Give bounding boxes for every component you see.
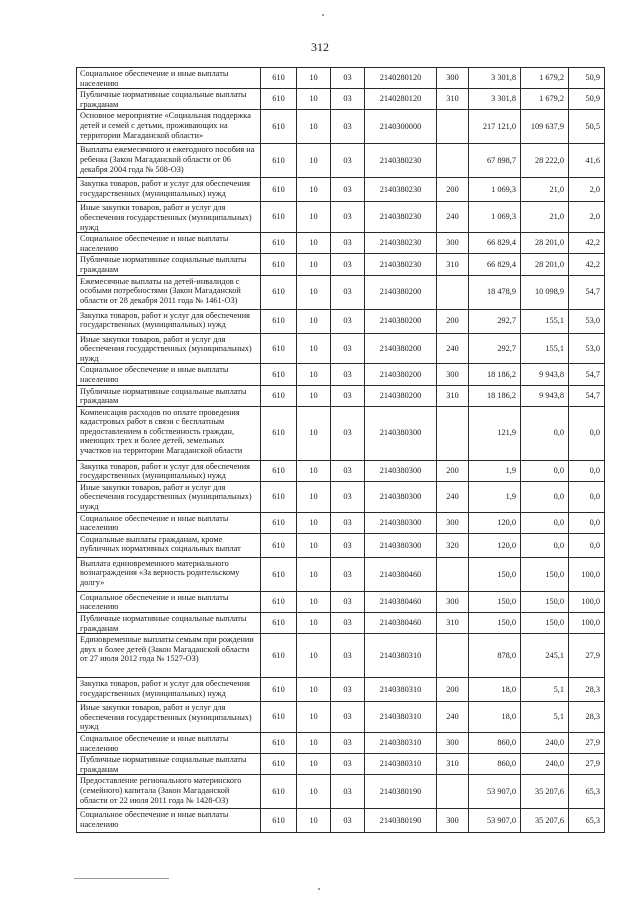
target-article-code: 2140380300 (365, 512, 437, 533)
actual-amount: 240,0 (521, 754, 569, 775)
section-code: 10 (297, 809, 331, 833)
section-code: 10 (297, 702, 331, 733)
planned-amount: 18,0 (469, 702, 521, 733)
table-row (77, 775, 605, 809)
target-article-code: 2140380200 (365, 309, 437, 333)
planned-amount: 18 186,2 (469, 385, 521, 406)
table-row (77, 385, 605, 406)
section-code: 10 (297, 385, 331, 406)
table-row (77, 634, 605, 678)
expense-type-code: 240 (437, 202, 469, 233)
planned-amount: 860,0 (469, 754, 521, 775)
actual-amount: 1 679,2 (521, 68, 569, 89)
ministry-code: 610 (261, 275, 297, 309)
execution-percent: 53,0 (569, 333, 605, 364)
ministry-code: 610 (261, 557, 297, 591)
actual-amount: 28 201,0 (521, 233, 569, 254)
table-row (77, 254, 605, 275)
actual-amount: 155,1 (521, 333, 569, 364)
subsection-code: 03 (331, 202, 365, 233)
ministry-code: 610 (261, 533, 297, 557)
expense-type-code: 240 (437, 481, 469, 512)
target-article-code: 2140380460 (365, 613, 437, 634)
target-article-code: 2140380460 (365, 591, 437, 612)
execution-percent: 54,7 (569, 275, 605, 309)
item-name: Публичные нормативные социальные выплаты гражданам (77, 385, 261, 406)
expense-type-code (437, 557, 469, 591)
subsection-code: 03 (331, 89, 365, 110)
item-name: Социальное обеспечение и иные выплаты населению (77, 364, 261, 385)
section-code: 10 (297, 678, 331, 702)
actual-amount: 28 222,0 (521, 144, 569, 178)
subsection-code: 03 (331, 733, 365, 754)
section-code: 10 (297, 144, 331, 178)
section-code: 10 (297, 557, 331, 591)
ministry-code: 610 (261, 460, 297, 481)
execution-percent: 0,0 (569, 460, 605, 481)
item-name: Закупка товаров, работ и услуг для обеспечения государственных (муниципальных) нужд (77, 309, 261, 333)
actual-amount: 21,0 (521, 202, 569, 233)
table-row (77, 309, 605, 333)
subsection-code: 03 (331, 634, 365, 678)
ministry-code: 610 (261, 406, 297, 460)
planned-amount: 1,9 (469, 481, 521, 512)
section-code: 10 (297, 89, 331, 110)
ministry-code: 610 (261, 202, 297, 233)
subsection-code: 03 (331, 333, 365, 364)
planned-amount: 66 829,4 (469, 254, 521, 275)
item-name: Иные закупки товаров, работ и услуг для обеспечения государственных (муниципальных) нужд (77, 333, 261, 364)
ministry-code: 610 (261, 89, 297, 110)
expense-type-code: 300 (437, 68, 469, 89)
item-name: Социальное обеспечение и иные выплаты населению (77, 512, 261, 533)
subsection-code: 03 (331, 110, 365, 144)
expense-type-code: 200 (437, 678, 469, 702)
item-name: Компенсация расходов по оплате проведения кадастровых работ в связи с бесплатным предоставлением в собственность граждан, имеющих трех и более детей, земельных участков на территории Магаданской области (77, 406, 261, 460)
ministry-code: 610 (261, 144, 297, 178)
planned-amount: 150,0 (469, 557, 521, 591)
execution-percent: 100,0 (569, 613, 605, 634)
subsection-code: 03 (331, 775, 365, 809)
expense-type-code: 310 (437, 89, 469, 110)
planned-amount: 121,9 (469, 406, 521, 460)
table-row (77, 406, 605, 460)
actual-amount: 9 943,8 (521, 385, 569, 406)
expense-type-code: 300 (437, 733, 469, 754)
ministry-code: 610 (261, 481, 297, 512)
actual-amount: 35 207,6 (521, 775, 569, 809)
table-row (77, 533, 605, 557)
section-code: 10 (297, 460, 331, 481)
scan-mark (322, 14, 324, 16)
actual-amount: 240,0 (521, 733, 569, 754)
execution-percent: 100,0 (569, 557, 605, 591)
item-name: Публичные нормативные социальные выплаты гражданам (77, 754, 261, 775)
planned-amount: 67 898,7 (469, 144, 521, 178)
actual-amount: 155,1 (521, 309, 569, 333)
actual-amount: 1 679,2 (521, 89, 569, 110)
ministry-code: 610 (261, 678, 297, 702)
item-name: Закупка товаров, работ и услуг для обеспечения государственных (муниципальных) нужд (77, 178, 261, 202)
section-code: 10 (297, 406, 331, 460)
scan-mark (318, 888, 320, 890)
subsection-code: 03 (331, 460, 365, 481)
expense-type-code: 300 (437, 233, 469, 254)
execution-percent: 41,6 (569, 144, 605, 178)
subsection-code: 03 (331, 275, 365, 309)
expense-type-code (437, 275, 469, 309)
item-name: Социальное обеспечение и иные выплаты населению (77, 68, 261, 89)
actual-amount: 28 201,0 (521, 254, 569, 275)
actual-amount: 150,0 (521, 557, 569, 591)
actual-amount: 150,0 (521, 591, 569, 612)
subsection-code: 03 (331, 809, 365, 833)
subsection-code: 03 (331, 385, 365, 406)
table-body (77, 68, 605, 833)
table-row (77, 678, 605, 702)
expense-type-code (437, 634, 469, 678)
item-name: Закупка товаров, работ и услуг для обеспечения государственных (муниципальных) нужд (77, 678, 261, 702)
execution-percent: 27,9 (569, 733, 605, 754)
execution-percent: 0,0 (569, 406, 605, 460)
item-name: Основное мероприятие «Социальная поддержка детей и семей с детьми, проживающих на территории Магаданской области» (77, 110, 261, 144)
section-code: 10 (297, 481, 331, 512)
ministry-code: 610 (261, 613, 297, 634)
section-code: 10 (297, 512, 331, 533)
target-article-code: 2140380310 (365, 634, 437, 678)
ministry-code: 610 (261, 809, 297, 833)
target-article-code: 2140380230 (365, 254, 437, 275)
execution-percent: 0,0 (569, 512, 605, 533)
planned-amount: 18,0 (469, 678, 521, 702)
planned-amount: 292,7 (469, 309, 521, 333)
table-row (77, 733, 605, 754)
planned-amount: 18 478,9 (469, 275, 521, 309)
execution-percent: 27,9 (569, 754, 605, 775)
actual-amount: 0,0 (521, 460, 569, 481)
table-row (77, 178, 605, 202)
ministry-code: 610 (261, 68, 297, 89)
table-row (77, 460, 605, 481)
item-name: Выплаты ежемесячного и ежегодного пособия на ребенка (Закон Магаданской области от 06 декабря 2004 года № 508-ОЗ) (77, 144, 261, 178)
section-code: 10 (297, 775, 331, 809)
planned-amount: 150,0 (469, 613, 521, 634)
item-name: Публичные нормативные социальные выплаты гражданам (77, 254, 261, 275)
table-row (77, 364, 605, 385)
target-article-code: 2140380200 (365, 275, 437, 309)
execution-percent: 0,0 (569, 481, 605, 512)
item-name: Публичные нормативные социальные выплаты гражданам (77, 613, 261, 634)
footnote-rule (74, 878, 169, 879)
section-code: 10 (297, 233, 331, 254)
ministry-code: 610 (261, 385, 297, 406)
section-code: 10 (297, 754, 331, 775)
planned-amount: 860,0 (469, 733, 521, 754)
table-row (77, 809, 605, 833)
planned-amount: 1,9 (469, 460, 521, 481)
table-row (77, 481, 605, 512)
actual-amount: 0,0 (521, 512, 569, 533)
actual-amount: 0,0 (521, 481, 569, 512)
target-article-code: 2140380190 (365, 809, 437, 833)
item-name: Социальное обеспечение и иные выплаты населению (77, 809, 261, 833)
table-row (77, 754, 605, 775)
execution-percent: 65,3 (569, 775, 605, 809)
section-code: 10 (297, 533, 331, 557)
expense-type-code (437, 406, 469, 460)
expense-type-code: 310 (437, 754, 469, 775)
item-name: Иные закупки товаров, работ и услуг для обеспечения государственных (муниципальных) нужд (77, 202, 261, 233)
section-code: 10 (297, 613, 331, 634)
section-code: 10 (297, 68, 331, 89)
expense-type-code: 320 (437, 533, 469, 557)
expense-type-code: 310 (437, 613, 469, 634)
ministry-code: 610 (261, 634, 297, 678)
subsection-code: 03 (331, 533, 365, 557)
planned-amount: 3 301,8 (469, 68, 521, 89)
actual-amount: 245,1 (521, 634, 569, 678)
item-name: Предоставление регионального материнского (семейного) капитала (Закон Магаданской области от 22 июля 2011 года № 1428-ОЗ) (77, 775, 261, 809)
target-article-code: 2140300000 (365, 110, 437, 144)
target-article-code: 2140380190 (365, 775, 437, 809)
planned-amount: 53 907,0 (469, 809, 521, 833)
item-name: Ежемесячные выплаты на детей-инвалидов с особыми потребностями (Закон Магаданской области от 28 декабря 2011 года № 1461-ОЗ) (77, 275, 261, 309)
ministry-code: 610 (261, 178, 297, 202)
subsection-code: 03 (331, 557, 365, 591)
target-article-code: 2140280120 (365, 89, 437, 110)
subsection-code: 03 (331, 591, 365, 612)
execution-percent: 42,2 (569, 254, 605, 275)
subsection-code: 03 (331, 309, 365, 333)
target-article-code: 2140280120 (365, 68, 437, 89)
section-code: 10 (297, 309, 331, 333)
execution-percent: 50,9 (569, 89, 605, 110)
target-article-code: 2140380310 (365, 754, 437, 775)
target-article-code: 2140380200 (365, 364, 437, 385)
expense-type-code: 300 (437, 364, 469, 385)
execution-percent: 65,3 (569, 809, 605, 833)
subsection-code: 03 (331, 406, 365, 460)
expense-type-code: 300 (437, 591, 469, 612)
subsection-code: 03 (331, 481, 365, 512)
expense-type-code (437, 775, 469, 809)
expense-type-code: 240 (437, 702, 469, 733)
execution-percent: 28,3 (569, 678, 605, 702)
subsection-code: 03 (331, 233, 365, 254)
actual-amount: 35 207,6 (521, 809, 569, 833)
ministry-code: 610 (261, 233, 297, 254)
target-article-code: 2140380230 (365, 144, 437, 178)
section-code: 10 (297, 591, 331, 612)
target-article-code: 2140380200 (365, 333, 437, 364)
execution-percent: 50,5 (569, 110, 605, 144)
ministry-code: 610 (261, 775, 297, 809)
target-article-code: 2140380200 (365, 385, 437, 406)
table-row (77, 275, 605, 309)
execution-percent: 27,9 (569, 634, 605, 678)
expense-type-code (437, 110, 469, 144)
planned-amount: 878,0 (469, 634, 521, 678)
target-article-code: 2140380460 (365, 557, 437, 591)
execution-percent: 2,0 (569, 178, 605, 202)
section-code: 10 (297, 275, 331, 309)
table-row (77, 110, 605, 144)
section-code: 10 (297, 333, 331, 364)
ministry-code: 610 (261, 333, 297, 364)
section-code: 10 (297, 254, 331, 275)
execution-percent: 0,0 (569, 533, 605, 557)
expense-type-code: 310 (437, 385, 469, 406)
subsection-code: 03 (331, 144, 365, 178)
ministry-code: 610 (261, 110, 297, 144)
actual-amount: 5,1 (521, 678, 569, 702)
section-code: 10 (297, 202, 331, 233)
execution-percent: 54,7 (569, 385, 605, 406)
execution-percent: 2,0 (569, 202, 605, 233)
expense-type-code: 300 (437, 809, 469, 833)
planned-amount: 120,0 (469, 533, 521, 557)
section-code: 10 (297, 178, 331, 202)
planned-amount: 18 186,2 (469, 364, 521, 385)
expense-type-code: 200 (437, 178, 469, 202)
budget-table (76, 67, 605, 833)
expense-type-code (437, 144, 469, 178)
item-name: Иные закупки товаров, работ и услуг для обеспечения государственных (муниципальных) нужд (77, 702, 261, 733)
item-name: Социальное обеспечение и иные выплаты населению (77, 233, 261, 254)
item-name: Закупка товаров, работ и услуг для обеспечения государственных (муниципальных) нужд (77, 460, 261, 481)
expense-type-code: 200 (437, 460, 469, 481)
section-code: 10 (297, 733, 331, 754)
execution-percent: 100,0 (569, 591, 605, 612)
table-row (77, 233, 605, 254)
target-article-code: 2140380300 (365, 460, 437, 481)
planned-amount: 150,0 (469, 591, 521, 612)
execution-percent: 42,2 (569, 233, 605, 254)
target-article-code: 2140380300 (365, 481, 437, 512)
actual-amount: 0,0 (521, 406, 569, 460)
planned-amount: 217 121,0 (469, 110, 521, 144)
subsection-code: 03 (331, 754, 365, 775)
actual-amount: 5,1 (521, 702, 569, 733)
ministry-code: 610 (261, 309, 297, 333)
item-name: Социальное обеспечение и иные выплаты населению (77, 591, 261, 612)
execution-percent: 53,0 (569, 309, 605, 333)
section-code: 10 (297, 634, 331, 678)
planned-amount: 66 829,4 (469, 233, 521, 254)
actual-amount: 0,0 (521, 533, 569, 557)
target-article-code: 2140380230 (365, 202, 437, 233)
page-number: 312 (311, 40, 329, 54)
planned-amount: 1 069,3 (469, 202, 521, 233)
table-row (77, 512, 605, 533)
planned-amount: 120,0 (469, 512, 521, 533)
expense-type-code: 240 (437, 333, 469, 364)
ministry-code: 610 (261, 512, 297, 533)
subsection-code: 03 (331, 702, 365, 733)
ministry-code: 610 (261, 754, 297, 775)
target-article-code: 2140380310 (365, 702, 437, 733)
subsection-code: 03 (331, 254, 365, 275)
subsection-code: 03 (331, 613, 365, 634)
actual-amount: 10 098,9 (521, 275, 569, 309)
planned-amount: 3 301,8 (469, 89, 521, 110)
item-name: Социальное обеспечение и иные выплаты населению (77, 733, 261, 754)
section-code: 10 (297, 364, 331, 385)
target-article-code: 2140380230 (365, 178, 437, 202)
ministry-code: 610 (261, 591, 297, 612)
table-row (77, 613, 605, 634)
table-row (77, 557, 605, 591)
execution-percent: 50,9 (569, 68, 605, 89)
planned-amount: 292,7 (469, 333, 521, 364)
target-article-code: 2140380300 (365, 533, 437, 557)
expense-type-code: 200 (437, 309, 469, 333)
actual-amount: 21,0 (521, 178, 569, 202)
subsection-code: 03 (331, 512, 365, 533)
execution-percent: 28,3 (569, 702, 605, 733)
section-code: 10 (297, 110, 331, 144)
subsection-code: 03 (331, 68, 365, 89)
execution-percent: 54,7 (569, 364, 605, 385)
item-name: Единовременные выплаты семьям при рождении двух и более детей (Закон Магаданской области от 27 июля 2012 года № 1527-ОЗ) (77, 634, 261, 678)
actual-amount: 150,0 (521, 613, 569, 634)
item-name: Публичные нормативные социальные выплаты гражданам (77, 89, 261, 110)
ministry-code: 610 (261, 364, 297, 385)
subsection-code: 03 (331, 364, 365, 385)
planned-amount: 53 907,0 (469, 775, 521, 809)
item-name: Иные закупки товаров, работ и услуг для обеспечения государственных (муниципальных) нужд (77, 481, 261, 512)
item-name: Выплата единовременного материального вознаграждения «За верность родительскому долгу» (77, 557, 261, 591)
subsection-code: 03 (331, 178, 365, 202)
target-article-code: 2140380310 (365, 733, 437, 754)
ministry-code: 610 (261, 702, 297, 733)
ministry-code: 610 (261, 733, 297, 754)
table-row (77, 144, 605, 178)
table-row (77, 202, 605, 233)
table-row (77, 89, 605, 110)
actual-amount: 109 637,9 (521, 110, 569, 144)
subsection-code: 03 (331, 678, 365, 702)
target-article-code: 2140380300 (365, 406, 437, 460)
ministry-code: 610 (261, 254, 297, 275)
planned-amount: 1 069,3 (469, 178, 521, 202)
table-row (77, 68, 605, 89)
item-name: Социальные выплаты гражданам, кроме публичных нормативных социальных выплат (77, 533, 261, 557)
expense-type-code: 300 (437, 512, 469, 533)
table-row (77, 591, 605, 612)
table-row (77, 702, 605, 733)
expense-type-code: 310 (437, 254, 469, 275)
actual-amount: 9 943,8 (521, 364, 569, 385)
target-article-code: 2140380310 (365, 678, 437, 702)
target-article-code: 2140380230 (365, 233, 437, 254)
table-row (77, 333, 605, 364)
